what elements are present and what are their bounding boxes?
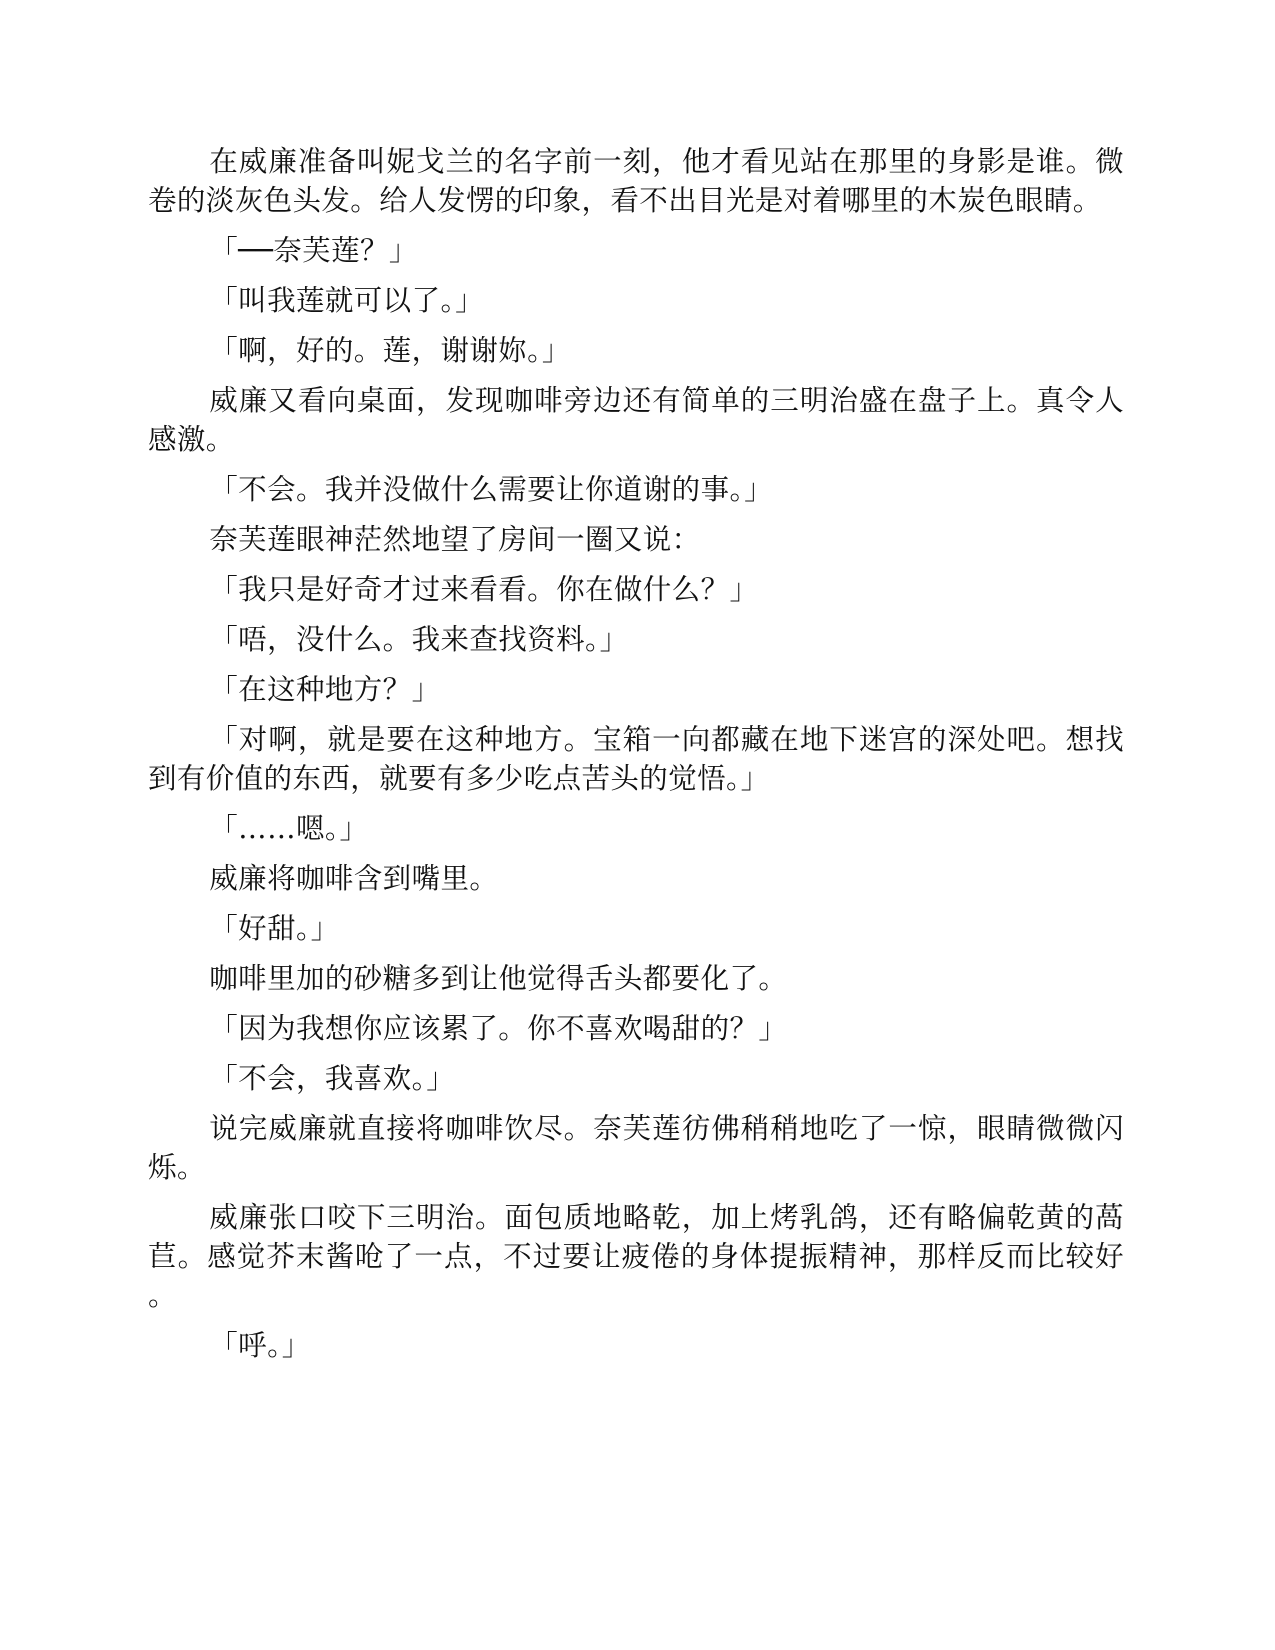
- dialogue-line: 「叫我莲就可以了。」: [209, 284, 485, 317]
- paragraph: 威廉将咖啡含到嘴里。: [209, 862, 499, 895]
- dialogue-line: 「因为我想你应该累了。你不喜欢喝甜的？」: [209, 1012, 788, 1045]
- paragraph: 在威廉准备叫妮戈兰的名字前一刻，他才看见站在那里的身影是谁。微卷的淡灰色头发。给人发愣的印象，看不出目光是对着哪里的木炭色眼睛。: [148, 145, 1124, 217]
- paragraph: 奈芙莲眼神茫然地望了房间一圈又说：: [209, 523, 701, 556]
- paragraph: 咖啡里加的砂糖多到让他觉得舌头都要化了。: [209, 962, 788, 995]
- dialogue-line: 「啊，好的。莲，谢谢妳。」: [209, 334, 571, 367]
- dialogue-line: 「──奈芙莲？」: [209, 234, 418, 267]
- dialogue-line: 「……嗯。」: [209, 812, 369, 845]
- dialogue-line: 「不会。我并没做什么需要让你道谢的事。」: [209, 473, 774, 506]
- dialogue-line: 「我只是好奇才过来看看。你在做什么？」: [209, 573, 759, 606]
- dialogue-line: 「好甜。」: [209, 912, 340, 945]
- dialogue-line: 「对啊，就是要在这种地方。宝箱一向都藏在地下迷宫的深处吧。想找到有价值的东西，就要有多少吃点苦头的觉悟。」: [148, 723, 1124, 795]
- dialogue-line: 「不会，我喜欢。」: [209, 1062, 456, 1095]
- dialogue-line: 「在这种地方？」: [209, 673, 441, 706]
- dialogue-line: 「呼。」: [209, 1329, 311, 1362]
- dialogue-line: 「唔，没什么。我来查找资料。」: [209, 623, 629, 656]
- paragraph: 说完威廉就直接将咖啡饮尽。奈芙莲彷佛稍稍地吃了一惊，眼睛微微闪烁。: [148, 1112, 1124, 1184]
- paragraph: 威廉张口咬下三明治。面包质地略乾，加上烤乳鸽，还有略偏乾黄的萵苣。感觉芥末酱呛了一点，不过要让疲倦的身体提振精神，那样反而比较好。: [148, 1201, 1124, 1312]
- paragraph: 威廉又看向桌面，发现咖啡旁边还有简单的三明治盛在盘子上。真令人感激。: [148, 384, 1124, 456]
- body-text: [148, 142, 1124, 1376]
